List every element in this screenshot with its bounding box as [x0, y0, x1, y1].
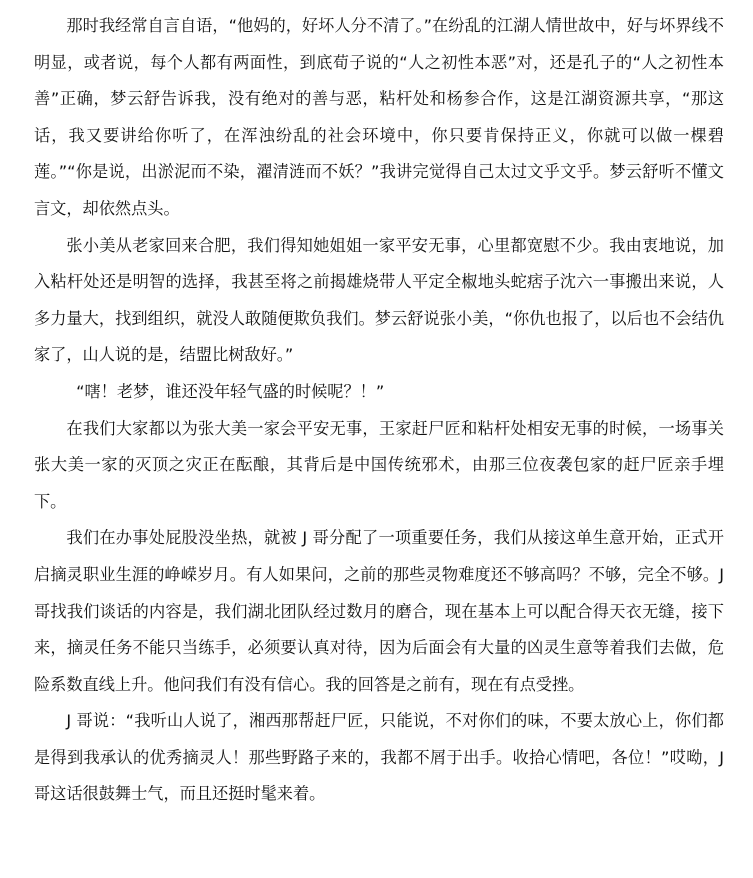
document-body	[34, 8, 724, 813]
paragraph-2: 张小美从老家回来合肥，我们得知她姐姐一家平安无事，心里都宽慰不少。我由衷地说，加入粘杆处还是明智的选择，我甚至将之前揭雄烧带人平定全椒地头蛇痞子沈六一事搬出来说，人多力量大，找到组织，就没人敢随便欺负我们。梦云舒说张小美，“你仇也报了，以后也不会结仇家了，山人说的是，结盟比树敌好。”	[34, 235, 724, 365]
paragraph-1: 那时我经常自言自语，“他妈的，好坏人分不清了。”在纷乱的江湖人情世故中，好与坏界线不明显，或者说，每个人都有两面性，到底荀子说的“人之初性本恶”对，还是孔子的“人之初性本善”正确，梦云舒告诉我，没有绝对的善与恶，粘杆处和杨参合作，这是江湖资源共享，“那这话，我又要讲给你听了，在浑浊纷乱的社会环境中，你只要肯保持正义，你就可以做一棵碧莲。”“你是说，出淤泥而不染，濯清涟而不妖？”我讲完觉得自己太过文乎文乎。梦云舒听不懂文言文，却依然点头。	[34, 16, 724, 218]
paragraph-3: “嗐！老梦，谁还没年轻气盛的时候呢？！”	[76, 381, 385, 401]
paragraph-6: J 哥说：“我听山人说了，湘西那帮赶尸匠，只能说，不对你们的味，不要太放心上，你们都是得到我承认的优秀摘灵人！那些野路子来的，我都不屑于出手。收拾心情吧，各位！”哎呦，J 哥这话很鼓舞士气，而且还挺时髦来着。	[34, 711, 724, 804]
paragraph-5: 我们在办事处屁股没坐热，就被 J 哥分配了一项重要任务，我们从接这单生意开始，正式开启摘灵职业生涯的峥嵘岁月。有人如果问，之前的那些灵物难度还不够高吗？不够，完全不够。J 哥找我们谈话的内容是，我们湖北团队经过数月的磨合，现在基本上可以配合得天衣无缝，接下来，摘灵任务不能只当练手，必须要认真对待，因为后面会有大量的凶灵生意等着我们去做，危险系数直线上升。他问我们有没有信心。我的回答是之前有，现在有点受挫。	[34, 528, 724, 694]
paragraph-4: 在我们大家都以为张大美一家会平安无事，王家赶尸匠和粘杆处相安无事的时候，一场事关张大美一家的灭顶之灾正在酝酿，其背后是中国传统邪术，由那三位夜袭包家的赶尸匠亲手埋下。	[34, 418, 724, 511]
